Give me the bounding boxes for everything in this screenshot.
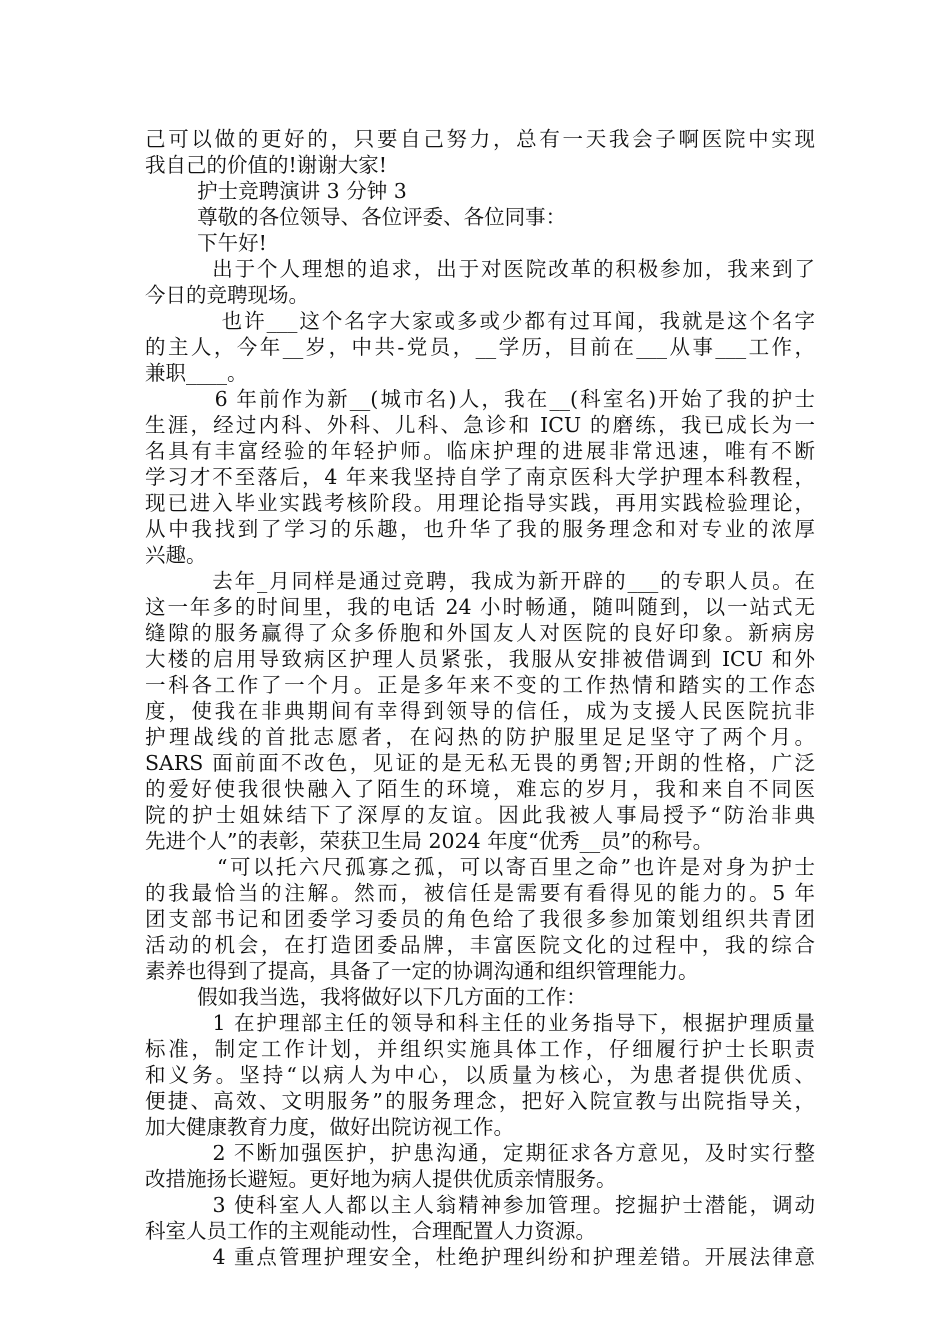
text-line: 现已进入毕业实践考核阶段。用理论指导实践，再用实践检验理论， <box>145 491 815 515</box>
text-line: 科室人员工作的主观能动性，合理配置人力资源。 <box>145 1219 596 1243</box>
text-line: 便捷、高效、文明服务”的服务理念，把好入院宣教与出院指导关， <box>145 1089 815 1113</box>
text-line: 生涯，经过内科、外科、儿科、急诊和 ICU 的磨练，我已成长为一 <box>145 413 815 437</box>
text-line: 团支部书记和团委学习委员的角色给了我很多参加策划组织共青团 <box>145 907 815 931</box>
text-line: 出于个人理想的追求，出于对医院改革的积极参加，我来到了 <box>145 257 815 281</box>
text-line: 的我最恰当的注解。然而，被信任是需要有看得见的能力的。5 年 <box>145 881 815 905</box>
text-line: 己可以做的更好的，只要自己努力，总有一天我会子啊医院中实现 <box>145 127 815 151</box>
text-line: 院的护士姐妹结下了深厚的友谊。因此我被人事局授予“防治非典 <box>145 803 815 827</box>
salutation: 尊敬的各位领导、各位评委、各位同事： <box>145 205 567 229</box>
text-line: 名具有丰富经验的年轻护师。临床护理的进展非常迅速，唯有不断 <box>145 439 815 463</box>
text-line: 假如我当选，我将做好以下几方面的工作： <box>145 985 587 1009</box>
text-line: 这一年多的时间里，我的电话 24 小时畅通，随叫随到，以一站式无 <box>145 595 815 619</box>
text-line: 3 使科室人人都以主人翁精神参加管理。挖掘护士潜能，调动 <box>145 1193 815 1217</box>
text-line: 改措施扬长避短。更好地为病人提供优质亲情服务。 <box>145 1167 617 1191</box>
text-line: 的爱好使我很快融入了陌生的环境，难忘的岁月，我和来自不同医 <box>145 777 815 801</box>
text-line: 2 不断加强医护，护患沟通，定期征求各方意见，及时实行整 <box>145 1141 815 1165</box>
text-line: 素养也得到了提高，具备了一定的协调沟通和组织管理能力。 <box>145 959 699 983</box>
text-line: 和义务。坚持“以病人为中心，以质量为核心，为患者提供优质、 <box>145 1063 815 1087</box>
text-line: “可以托六尺孤寡之孤，可以寄百里之命”也许是对身为护士 <box>145 855 815 879</box>
text-line: 学习才不至落后，4 年来我坚持自学了南京医科大学护理本科教程， <box>145 465 815 489</box>
greeting: 下午好! <box>145 231 267 255</box>
text-line: 护理战线的首批志愿者，在闷热的防护服里足足坚守了两个月。 <box>145 725 815 749</box>
text-line: 1 在护理部主任的领导和科主任的业务指导下，根据护理质量 <box>145 1011 815 1035</box>
text-line: 去年_月同样是通过竞聘，我成为新开辟的___的专职人员。在 <box>145 569 815 593</box>
text-line: 我自己的价值的!谢谢大家! <box>145 153 387 177</box>
text-line: 6 年前作为新__(城市名)人，我在__(科室名)开始了我的护士 <box>145 387 815 411</box>
text-line: 今日的竞聘现场。 <box>145 283 309 307</box>
text-line: SARS 面前面不改色，见证的是无私无畏的勇智;开朗的性格，广泛 <box>145 751 815 775</box>
text-line: 也许___这个名字大家或多或少都有过耳闻，我就是这个名字 <box>145 309 815 333</box>
text-line: 活动的机会，在打造团委品牌，丰富医院文化的过程中，我的综合 <box>145 933 815 957</box>
text-line: 先进个人”的表彰，荣获卫生局 2024 年度“优秀__员”的称号。 <box>145 829 714 853</box>
text-line: 一科各工作了一个月。正是多年来不变的工作热情和踏实的工作态 <box>145 673 815 697</box>
text-line: 从中我找到了学习的乐趣，也升华了我的服务理念和对专业的浓厚 <box>145 517 815 541</box>
text-line: 缝隙的服务赢得了众多侨胞和外国友人对医院的良好印象。新病房 <box>145 621 815 645</box>
text-line: 度，使我在非典期间有幸得到领导的信任，成为支援人民医院抗非 <box>145 699 815 723</box>
text-line: 4 重点管理护理安全，杜绝护理纠纷和护理差错。开展法律意 <box>145 1245 815 1269</box>
document-page <box>145 126 815 1270</box>
section-heading: 护士竞聘演讲 3 分钟 3 <box>145 179 407 203</box>
text-line: 标准，制定工作计划，并组织实施具体工作，仔细履行护士长职责 <box>145 1037 815 1061</box>
text-line: 加大健康教育力度，做好出院访视工作。 <box>145 1115 514 1139</box>
text-line: 的主人，今年__岁，中共-党员，__学历，目前在___从事___工作， <box>145 335 815 359</box>
text-line: 兴趣。 <box>145 543 207 567</box>
text-line: 大楼的启用导致病区护理人员紧张，我服从安排被借调到 ICU 和外 <box>145 647 815 671</box>
text-line: 兼职____。 <box>145 361 248 385</box>
